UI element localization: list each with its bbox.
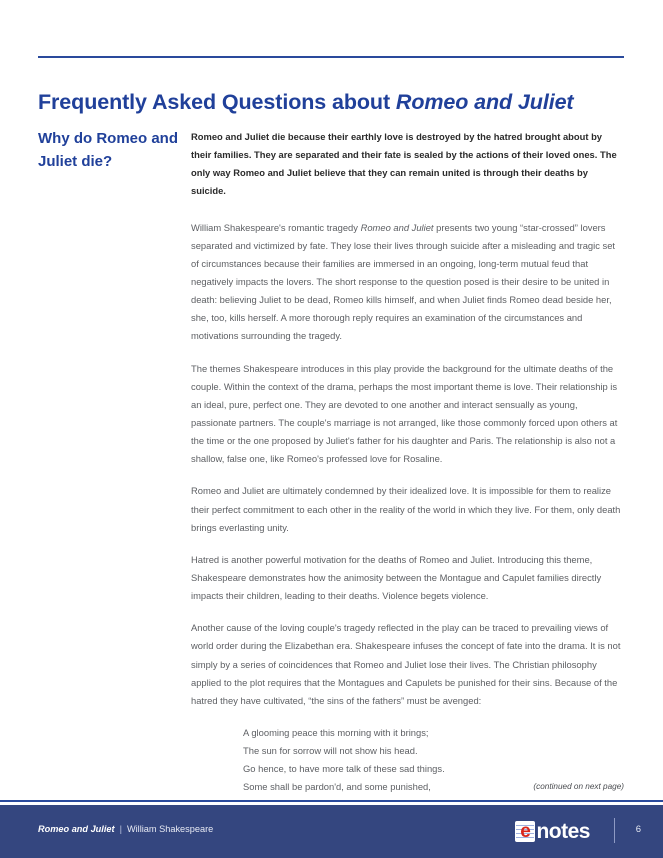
paragraph-italic-title: Romeo and Juliet [360,221,434,233]
footer-separator: | [119,824,122,834]
enotes-brand-letter: e [520,820,531,842]
question-column [38,128,191,174]
body-paragraph-4: Hatred is another powerful motivation for the deaths of Romeo and Juliet. Introducing this theme, Shakespeare demonstrates how the animosity between the Montague and Capulet families directly impacts their children, leading to their deaths. Violence begets violence. [191,553,602,602]
verse-line: Go hence, to have more talk of these sad things. [243,763,445,775]
answer-column [191,128,624,797]
continued-note: (continued on next page) [533,782,624,791]
footer-work-title: Romeo and Juliet [38,824,115,834]
verse-line: A glooming peace this morning with it brings; [243,726,429,738]
answer-lead-paragraph: Romeo and Juliet die because their earthly love is destroyed by the hatred brought about by their families. They are separated and their fate is sealed by the actions of their loved ones. The only way Romeo and Juliet believe that they can remain united is through their deaths by suicide. [191,131,617,197]
enotes-brand-word: notes [536,819,590,843]
footer-divider [614,818,615,843]
page-number: 6 [635,824,641,835]
footer-citation [38,824,213,834]
verse-line: Some shall be pardon'd, and some punished, [243,781,431,793]
body-paragraph-5: Another cause of the loving couple's tragedy reflected in the play can be traced to prevailing views of world order during the Elizabethan era. Shakespeare infuses the concept of fate into the drama. It is not simply by a series of coincidences that Romeo and Juliet lose their lives. The Christian philosophy applied to the plot requires that the Montagues and Capulets be punished for their sins. Because of the hatred they have cultivated, “the sins of the fathers” must be avenged: [191,622,621,706]
footer-rule [0,800,663,802]
enotes-logo[interactable] [515,819,590,843]
qa-row [38,128,624,797]
paragraph-text-after: presents two young “star-crossed” lovers separated and victimized by fate. They lose their lives through suicide after a misleading and tragic set of circumstances because their families are immersed in an ongoing, long-term mutual feud that negatively impacts the lovers. The short response to the question posed is their desire to be united in death: believing Juliet to be dead, Romeo kills himself, and when Juliet finds Romeo dead beside her, she, too, kills herself. A more thorough reply requires an examination of the circumstances and motivations surrounding the tragedy. [191,221,616,342]
verse-line: The sun for sorrow will not show his head. [243,745,418,757]
page-footer [0,805,663,858]
faq-question: Why do Romeo and Juliet die? [38,130,178,170]
paragraph-text-before: William Shakespeare's romantic tragedy [191,221,361,233]
body-paragraph-2: The themes Shakespeare introduces in this play provide the background for the ultimate deaths of the couple. Within the context of the drama, perhaps the most important theme is love. Their relationship is an ideal, pure, perfect one. They are devoted to one another and interact sensually as young, passionate partners. The couple's marriage is not arranged, like those commonly forced upon others at the time or the one proposed by Juliet's father for his daughter and Paris. The relationship is also not a shallow, false one, like Romeo's professed love for Rosaline. [191,362,618,465]
footer-author: William Shakespeare [126,824,214,834]
content-area [38,128,624,797]
body-paragraph-1 [191,219,624,346]
page-title [38,90,638,115]
page-title-prefix: Frequently Asked Questions about [38,90,396,115]
header-rule [38,56,624,58]
body-paragraph-3: Romeo and Juliet are ultimately condemned by their idealized love. It is impossible for them to realize their perfect commitment to each other in the reality of the world in which they live. For them, only death brings everlasting unity. [191,485,621,533]
page-title-work: Romeo and Juliet [395,90,574,115]
enotes-e-badge-icon [515,821,535,842]
